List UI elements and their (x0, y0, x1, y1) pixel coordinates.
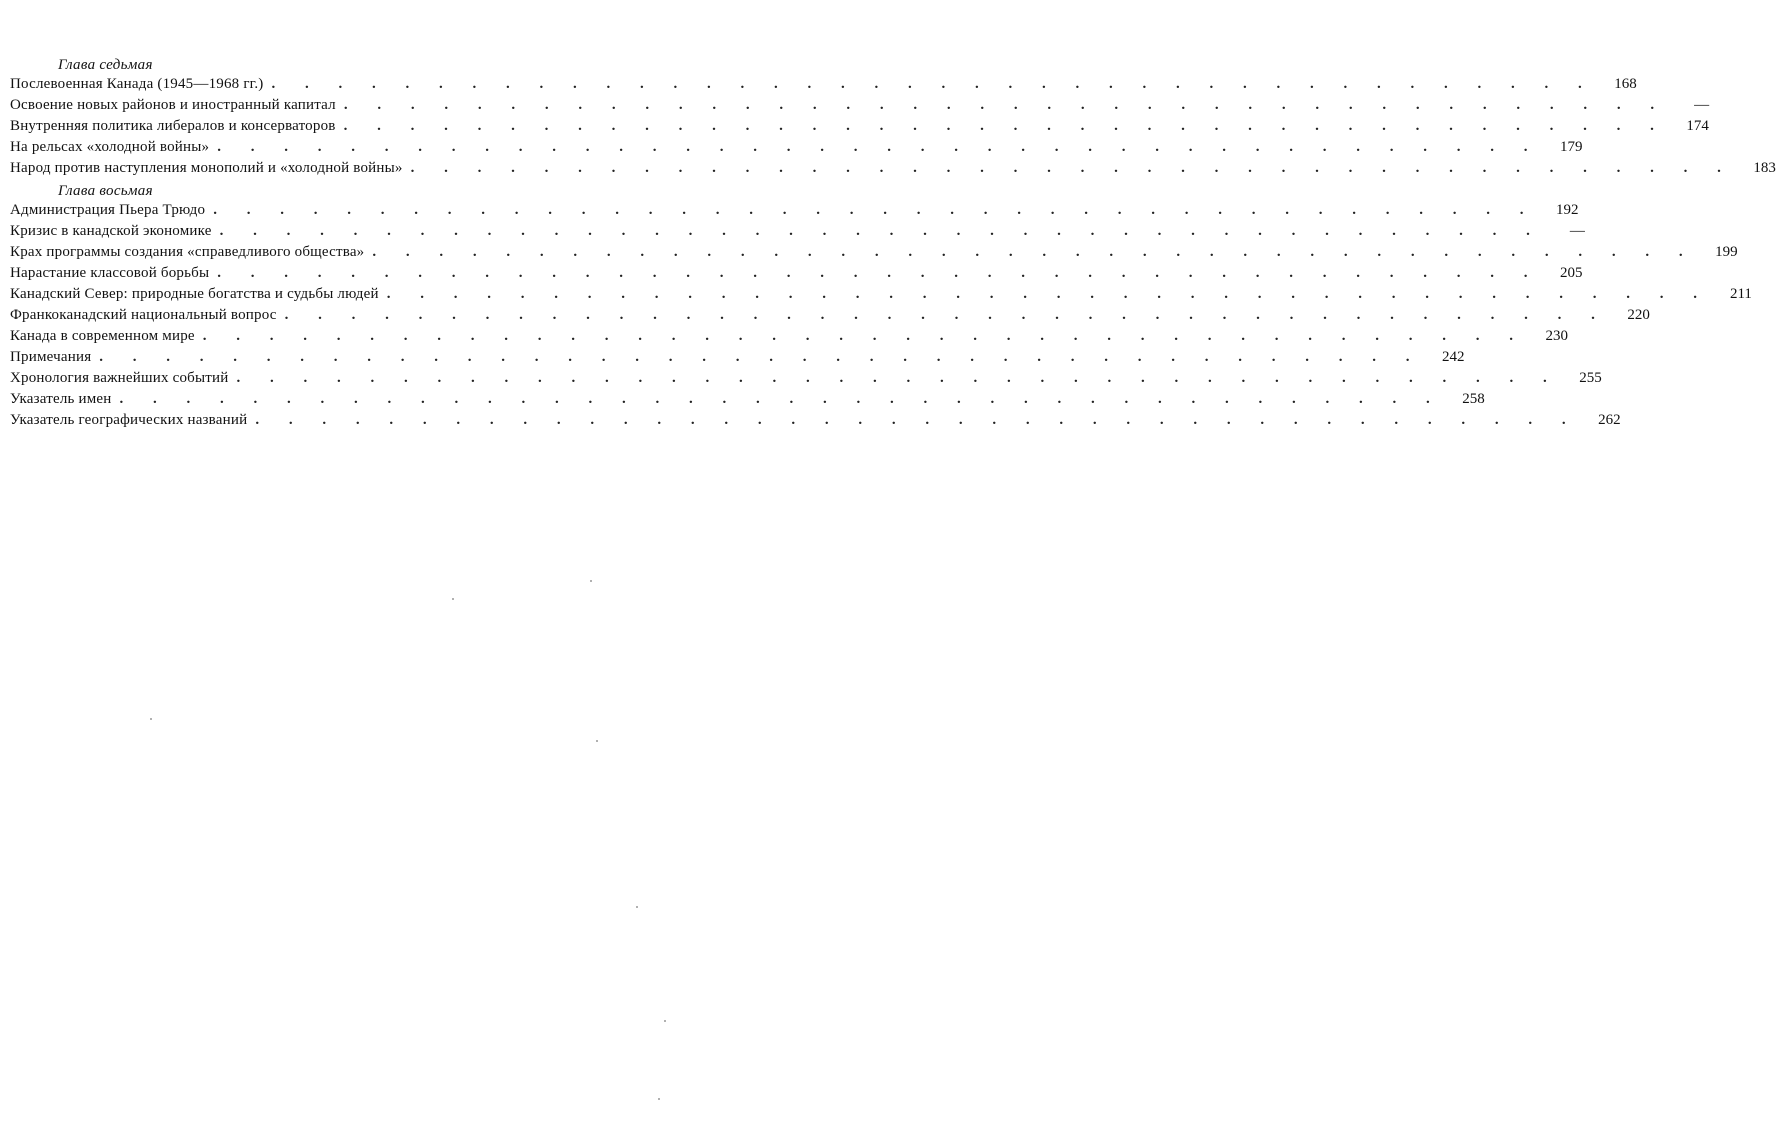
toc-entry-page: 183 (1753, 160, 1776, 176)
paper-speck (150, 718, 152, 720)
paper-speck (664, 1020, 666, 1022)
paper-speck (590, 580, 592, 582)
toc-entry (10, 95, 1710, 116)
dot-leader: . . . . . . . . . . . . . . . . . . . . . . . . . . . . . . . . . . . . . . . . (372, 244, 1696, 260)
toc-entry-title: Освоение новых районов и иностранный капитал (10, 97, 336, 113)
toc-entry-page: 168 (1614, 76, 1637, 92)
dot-leader: . . . . . . . . . . . . . . . . . . . . . . . . . . . . . . . . . . . . . . . . (236, 370, 1560, 386)
toc-entry-page: 174 (1686, 118, 1709, 134)
paper-speck (658, 1098, 660, 1100)
toc-entry (10, 263, 1583, 284)
toc-entry-title: Хронология важнейших событий (10, 370, 229, 386)
toc-entry-page: 211 (1729, 286, 1752, 302)
dot-leader: . . . . . . . . . . . . . . . . . . . . . . . . . . . . . . . . . . . . . . . . (386, 286, 1710, 302)
toc-entry (10, 137, 1583, 158)
toc-entry-page: 255 (1579, 370, 1602, 386)
toc-entry-title: Франкоканадский национальный вопрос (10, 307, 277, 323)
toc-entry-page: 192 (1555, 202, 1579, 218)
dot-leader: . . . . . . . . . . . . . . . . . . . . . . . . . . . . . . . . . . . . . . . . (255, 412, 1579, 428)
dot-leader: . . . . . . . . . . . . . . . . . . . . . . . . . . . . . . . . . . . . . . . . (119, 391, 1443, 407)
paper-speck (636, 906, 638, 908)
toc-entry-page: 179 (1559, 139, 1583, 155)
toc-entry-title: Примечания (10, 349, 92, 365)
toc-entry-page: — (1569, 223, 1585, 239)
toc-entry-page: 242 (1442, 349, 1465, 365)
toc-entry (10, 305, 1650, 326)
toc-entry (10, 284, 1752, 305)
toc-entry-page: — (1694, 97, 1710, 113)
dot-leader: . . . . . . . . . . . . . . . . . . . . . . . . . . . . . . . . . . . . . . . . (217, 265, 1541, 281)
chapter-heading-seven: Глава седьмая (58, 57, 153, 73)
toc-entry (10, 242, 1738, 263)
toc-entry-page: 230 (1545, 328, 1569, 344)
toc-entry-page: 220 (1627, 307, 1650, 323)
dot-leader: . . . . . . . . . . . . . . . . . . . . . . . . . . . . . . . . . . . . . . . . (219, 223, 1543, 239)
toc-entry-title: Внутренняя политика либералов и консерваторов (10, 118, 336, 134)
toc-entry (10, 326, 1569, 347)
toc-entry-title: Послевоенная Канада (1945—1968 гг.) (10, 76, 264, 92)
toc-entry-title: На рельсах «холодной войны» (10, 139, 210, 155)
toc-entry-page: 205 (1560, 265, 1583, 281)
toc-entry (10, 200, 1579, 221)
toc-entry-title: Администрация Пьера Трюдо (10, 202, 206, 218)
toc-entry (10, 410, 1621, 431)
dot-leader: . . . . . . . . . . . . . . . . . . . . . . . . . . . . . . . . . . . . . . . . (217, 139, 1541, 155)
table-of-contents (10, 56, 1776, 431)
toc-entry-title: Указатель имен (10, 391, 112, 407)
dot-leader: . . . . . . . . . . . . . . . . . . . . . . . . . . . . . . . . . . . . . . . . (213, 202, 1537, 218)
toc-entry-title: Канадский Север: природные богатства и судьбы людей (10, 286, 379, 302)
toc-entry-title: Указатель географических названий (10, 412, 248, 428)
toc-entry-title: Канада в современном мире (10, 328, 195, 344)
toc-entry-page: 262 (1598, 412, 1621, 428)
toc-entry-title: Нарастание классовой борьбы (10, 265, 210, 281)
dot-leader: . . . . . . . . . . . . . . . . . . . . . . . . . . . . . . . . . . . . . . . . (99, 349, 1423, 365)
dot-leader: . . . . . . . . . . . . . . . . . . . . . . . . . . . . . . . . . . . . . . . . (202, 328, 1527, 344)
dot-leader: . . . . . . . . . . . . . . . . . . . . . . . . . . . . . . . . . . . . . . . . (271, 76, 1595, 92)
toc-entry (10, 116, 1709, 137)
toc-entry-page: 199 (1715, 244, 1738, 260)
dot-leader: . . . . . . . . . . . . . . . . . . . . . . . . . . . . . . . . . . . . . . . . (343, 97, 1668, 113)
toc-entry-page: 258 (1462, 391, 1485, 407)
toc-entry-title: Кризис в канадской экономике (10, 223, 212, 239)
dot-leader: . . . . . . . . . . . . . . . . . . . . . . . . . . . . . . . . . . . . . . . . (284, 307, 1608, 323)
toc-entry-title: Крах программы создания «справедливого общества» (10, 244, 365, 260)
paper-speck (452, 598, 454, 600)
toc-entry-title: Народ против наступления монополий и «холодной войны» (10, 160, 403, 176)
toc-entry (10, 221, 1585, 242)
chapter-heading-eight: Глава восьмая (58, 183, 153, 199)
dot-leader: . . . . . . . . . . . . . . . . . . . . . . . . . . . . . . . . . . . . . . . . (343, 118, 1667, 134)
toc-entry (10, 389, 1485, 410)
toc-entry (10, 347, 1465, 368)
toc-entry (10, 158, 1776, 179)
toc-entry (10, 74, 1637, 95)
toc-entry (10, 368, 1602, 389)
paper-speck (596, 740, 598, 742)
dot-leader: . . . . . . . . . . . . . . . . . . . . . . . . . . . . . . . . . . . . . . . . (410, 160, 1734, 176)
